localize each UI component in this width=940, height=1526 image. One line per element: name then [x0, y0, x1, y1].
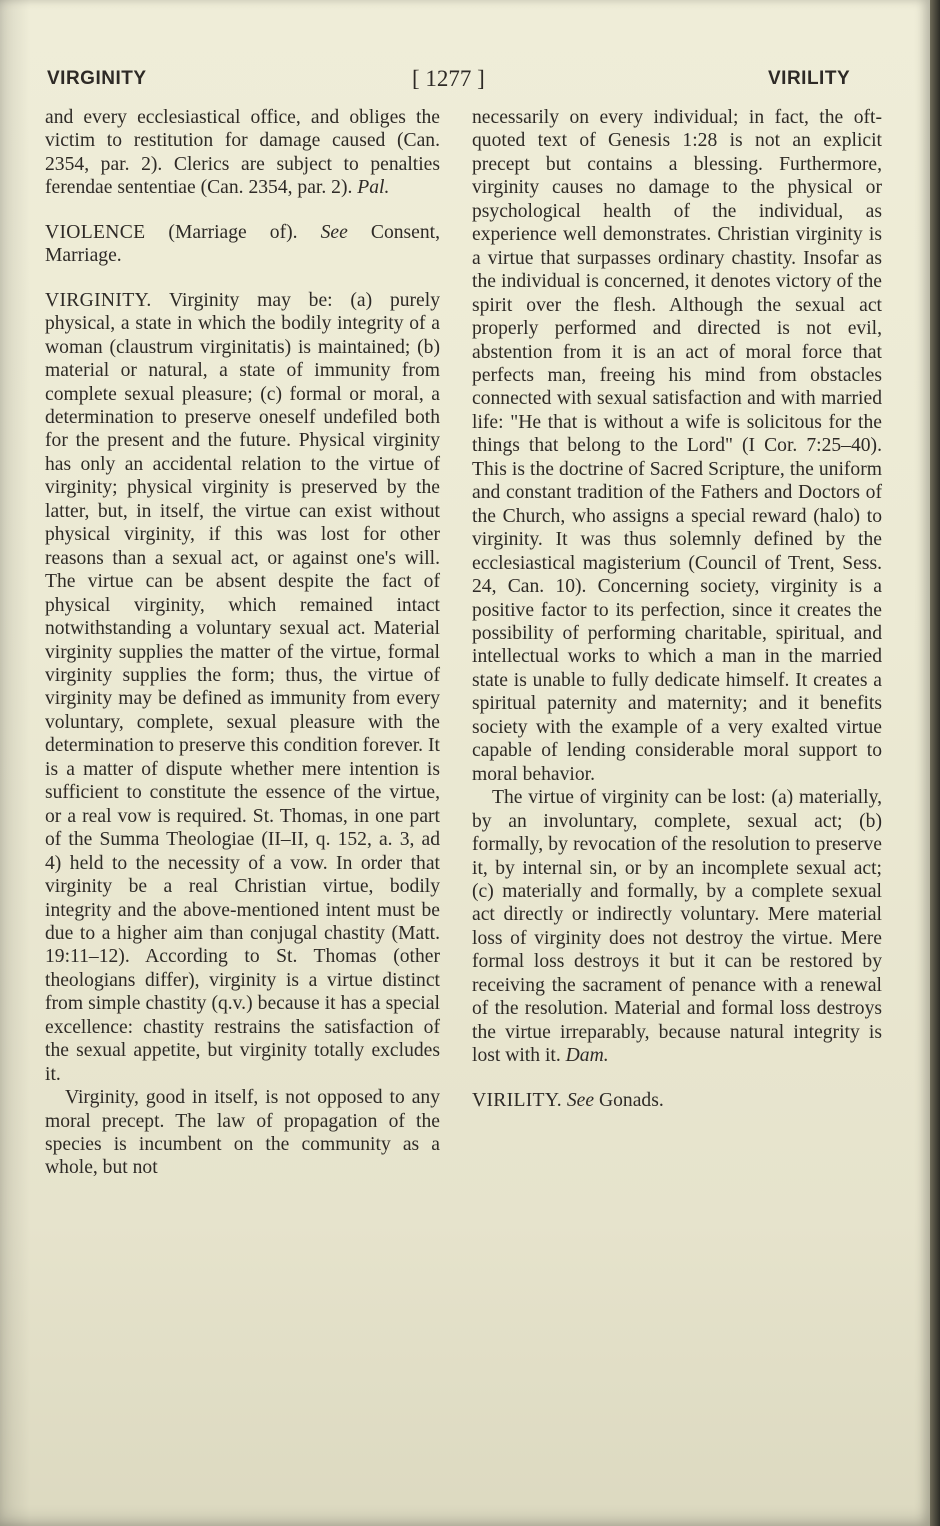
entry-violence: [45, 221, 440, 268]
entry-text: (Marriage of).: [168, 221, 298, 243]
continuation-paragraph: [45, 106, 440, 200]
author-signature: Pal.: [357, 177, 390, 199]
entry-headword: VIRGINITY.: [45, 289, 152, 311]
left-column: [45, 106, 440, 1180]
see-label: See: [320, 221, 348, 243]
running-head-right: VIRILITY: [768, 68, 851, 89]
author-signature: Dam.: [565, 1045, 609, 1067]
page-number: [ 1277 ]: [412, 66, 485, 91]
entry-headword: VIOLENCE: [45, 221, 146, 243]
see-label: See: [566, 1089, 595, 1111]
running-head-left: VIRGINITY: [47, 68, 147, 89]
paragraph-body: The virtue of virginity can be lost: (a) materially, by an involuntary, complete, sexual act; (b) formally, by revocation of the resolution to preserve it, by internal sin, or by an incomplete sexual act; (c) materially and formally, by a complete sexual act directly or indirectly voluntary. Mere material loss of virginity does not destroy the virtue. Mere formal loss destroys it but it can be restored by receiving the sacrament of penance with a renewal of the resolution. Material and formal loss destroys the virtue irreparably, because natural integrity is lost with it.: [472, 787, 882, 1067]
cross-reference: Consent, Marriage.: [45, 221, 440, 267]
continuation-text: and every ecclesiastical office, and obliges the victim to restitution for damage caused (Can. 2354, par. 2). Clerics are subject to penalties ferendae sententiae (Can. 2354, par. 2).: [45, 107, 440, 199]
right-column: [472, 106, 882, 1112]
gutter-shadow: [0, 0, 30, 1526]
paragraph: [472, 786, 882, 1067]
entry-body: Virginity may be: (a) purely physical, a state in which the bodily integrity of a woman (claustrum virginitatis) is maintained; (b) material or natural, a state of immunity from complete sexual pleasure; (c) formal or moral, a determination to preserve oneself undefiled both for the present and the future. Physical virginity has only an accidental relation to the virtue of virginity; physical virginity is preserved by the latter, but, in itself, the virtue can exist without physical virginity, if this was lost for other reasons than a sexual act, or against one's will. The virtue can be absent despite the fact of physical virginity, which remained intact notwithstanding a voluntary sexual act. Material virginity supplies the matter of the virtue, formal virginity supplies the form; thus, the virtue of virginity may be defined as immunity from every voluntary, complete, sexual pleasure with the determination to preserve this condition forever. It is a matter of dispute whether mere intention is sufficient to constitute the essence of the virtue, or a real vow is required. St. Thomas, in one part of the Summa Theologiae (II–II, q. 152, a. 3, ad 4) held to the necessity of a vow. In order that virginity be a real Christian virtue, bodily integrity and the above-mentioned intent must be due to a higher aim than conjugal chastity (Matt. 19:11–12). According to St. Thomas (other theologians differ), virginity is a virtue distinct from simple chastity (q.v.) because it has a special excellence: chastity restrains the satisfaction of the sexual appetite, but virginity totally excludes it.: [45, 289, 440, 1085]
paragraph: Virginity, good in itself, is not opposed to any moral precept. The law of propagation of the species is incumbent on the community as a whole, but not: [45, 1087, 440, 1179]
page-edge: [930, 0, 940, 1526]
entry-virility: [472, 1089, 882, 1112]
entry-virginity: [45, 289, 440, 1086]
cross-reference: Gonads.: [598, 1089, 664, 1111]
entry-headword: VIRILITY.: [472, 1089, 562, 1111]
paragraph: necessarily on every individual; in fact, the oft-quoted text of Genesis 1:28 is not an explicit precept but contains a blessing. Furthermore, virginity causes no damage to the physical or psychological health of the individual, as experience well demonstrates. Christian virginity is a virtue that surpasses ordinary chastity. Insofar as the individual is concerned, it denotes victory of the spirit over the flesh. Although the sexual act properly performed and directed is not evil, abstention from it is an act of moral force that perfects man, freeing his mind from obstacles connected with sexual satisfaction and with married life: "He that is without a wife is solicitous for the things that belong to the Lord" (I Cor. 7:25–40). This is the doctrine of Sacred Scripture, the uniform and constant tradition of the Fathers and Doctors of the Church, who assigns a special reward (halo) to virginity. It was thus solemnly defined by the ecclesiastical magisterium (Council of Trent, Sess. 24, Can. 10). Concerning society, virginity is a positive factor to its perfection, since it creates the possibility of performing charitable, spiritual, and intellectual works to which a man in the married state is unable to fully dedicate himself. It creates a spiritual paternity and maternity; and it benefits society with the example of a very exalted virtue capable of lending considerable moral support to moral behavior.: [472, 107, 882, 785]
